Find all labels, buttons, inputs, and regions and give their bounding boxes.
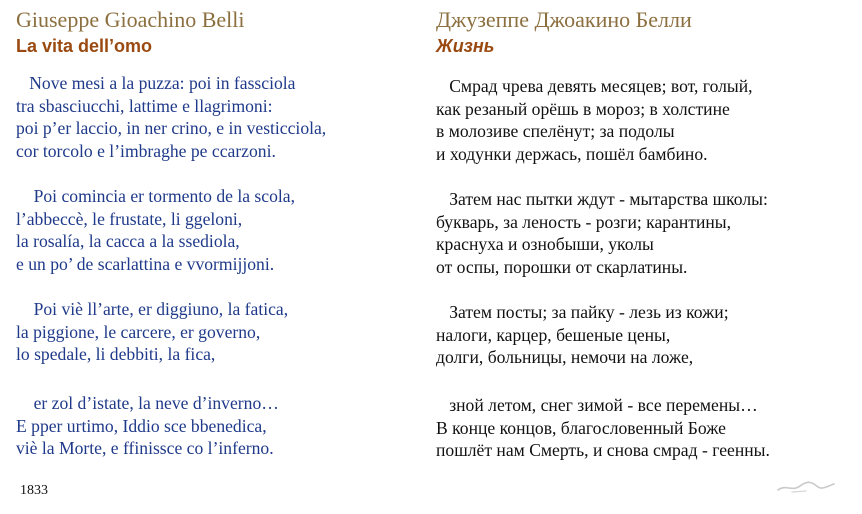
italian-author: Giuseppe Gioachino Belli <box>16 7 245 32</box>
russian-stanza <box>436 394 770 462</box>
poem-line: букварь, за леность - розги; карантины, <box>436 211 732 232</box>
poem-line: Poi comincia er tormento de la scola, <box>16 186 295 206</box>
poem-line: зной летом, снег зимой - все перемены… <box>436 395 758 415</box>
russian-stanza <box>436 188 768 278</box>
russian-stanza <box>436 301 729 369</box>
poem-line: tra sbasciucchi, lattime e llagrimoni: <box>16 95 273 116</box>
poem-line: В конце концов, благословенный Боже <box>436 417 726 438</box>
russian-poem-title: Жизнь <box>436 36 495 56</box>
italian-stanza <box>16 392 279 460</box>
italian-poem-title: La vita dell’omo <box>16 36 153 56</box>
poem-line: как резаный орёшь в мороз; в холстине <box>436 98 730 119</box>
poem-year: 1833 <box>20 483 48 498</box>
poem-line: и ходунки держась, пошёл бамбино. <box>436 143 708 164</box>
poem-line: от оспы, порошки от скарлатины. <box>436 256 688 277</box>
poem-line: lo spedale, li debbiti, la fica, <box>16 344 216 364</box>
russian-author: Джузеппе Джоакино Белли <box>436 7 692 32</box>
poem-line: в молозиве спелёнут; за подолы <box>436 121 675 141</box>
poem-line: пошлёт нам Смерть, и снова смрад - геенны. <box>436 440 770 460</box>
russian-stanza <box>436 75 753 165</box>
poem-line: e un po’ de scarlattina e vvormijjoni. <box>16 253 275 274</box>
poem-line: налоги, карцер, бешеные цены, <box>436 324 671 345</box>
poem-line: viè la Morte, e ffinissce co l’inferno. <box>16 438 274 458</box>
italian-stanza <box>16 185 295 275</box>
poem-line: Poi viè ll’arte, er diggiuno, la fatica, <box>16 299 289 319</box>
poem-line: E pper urtimo, Iddio sce bbenedica, <box>16 415 267 436</box>
poem-line: er zol d’istate, la neve d’inverno… <box>16 393 279 413</box>
poem-line: poi p’er laccio, in ner crino, e in vesticciola, <box>16 118 327 138</box>
poem-line: Затем посты; за пайку - лезь из кожи; <box>436 302 729 322</box>
poem-line: краснуха и ознобыши, уколы <box>436 234 654 254</box>
poem-line: la piggione, le carcere, er governo, <box>16 321 261 342</box>
italian-stanza <box>16 72 326 162</box>
poem-line: долги, больницы, немочи на ложе, <box>436 347 694 367</box>
italian-stanza <box>16 298 288 366</box>
poem-line: l’abbeccè, le frustate, li ggeloni, <box>16 208 243 229</box>
poem-line: la rosalía, la cacca a la ssediola, <box>16 231 240 251</box>
poem-line: Nove mesi a la puzza: poi in fassciola <box>16 73 296 93</box>
poem-line: Смрад чрева девять месяцев; вот, голый, <box>436 76 753 96</box>
poem-line: cor torcolo e l’imbraghe pe ccarzoni. <box>16 140 276 161</box>
poem-line: Затем нас пытки ждут - мытарства школы: <box>436 189 768 209</box>
signature-mark <box>772 474 842 498</box>
